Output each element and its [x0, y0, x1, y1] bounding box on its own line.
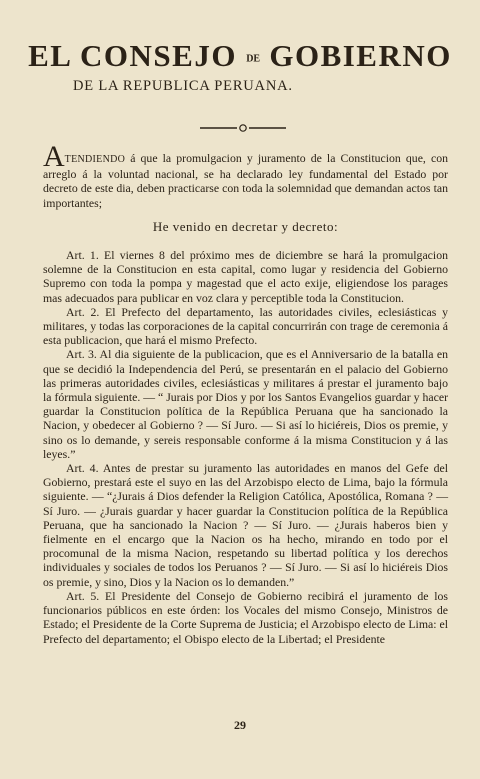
ornament-rule	[200, 121, 286, 135]
article-3: Art. 3. Al dia siguiente de la publicacion, que es el Anniversario de la batalla en que se decidió la Independencia del Perú, se presentarán en el palacio del Gobierno las primeras autoridades civiles, eclesiásticas y militares á prestar el juramento bajo la fórmula siguiente. — “ Jurais por Dios y por los Santos Evangelios guardar y hacer guardar la Constitucion política de la República Peruana que ha sancionado la Nacion, y obedecer al Gobierno ? — Sí Juro. — Si así lo hiciéreis, Dios os premie, y sino os lo demande, y sereis responsable conforme á la misma Constitucion y á las leyes.”	[43, 347, 448, 461]
page-number: 29	[234, 718, 246, 732]
decree-body	[43, 140, 448, 646]
title-part-2: DE	[246, 53, 261, 65]
page-title	[0, 38, 480, 74]
article-5: Art. 5. El Presidente del Consejo de Gobierno recibirá el juramento de los funcionarios públicos en este órden: los Vocales del mismo Consejo, Ministros de Estado; el Presidente de la Corte Suprema de Justicia; el Arzobispo electo de Lima: el Prefecto del departamento; el Obispo electo de la Libertad; el Presidente	[43, 588, 448, 646]
decree-line: He venido en decretar y decreto:	[152, 218, 339, 234]
preamble-paragraph	[43, 140, 448, 210]
drop-cap: A	[43, 140, 65, 173]
preamble-caps: TENDIENDO	[64, 154, 126, 165]
title-part-1: EL CONSEJO	[28, 38, 237, 73]
preamble-text: á que la promulgacion y juramento de la Constitucion que, con arreglo á la voluntad nacional, se ha declarado ley fundamental del Estado por decreto de este dia, deben practicarse con toda la solemnidad que demandan actos tan importantes;	[43, 151, 448, 210]
title-part-3: GOBIERNO	[269, 38, 452, 73]
article-2: Art. 2. El Prefecto del departamento, las autoridades civiles, eclesiásticas y militares, y todas las corporaciones de la capital concurrirán con trage de ceremonia á esta publicacion, que hará el mismo Prefecto.	[43, 304, 448, 348]
article-4: Art. 4. Antes de prestar su juramento las autoridades en manos del Gefe del Gobierno, prestará este el suyo en las del Arzobispo electo de Lima, bajo la fórmula siguiente. — “¿Jurais á Dios defender la Religion Católica, Apostólica, Romana ? — Sí Juro. — ¿Jurais guardar y hacer guardar la Constitucion política de la República Peruana, que ha sancionado la Nacion ? — Sí Juro. — ¿Jurais haberos bien y fielmente en el encargo que la Nacion os ha hecho, mirando en todo por el procomunal de la misma Nacion, respetando su libertad política y los derechos individuales y sociales de todos los Peruanos ? — Sí Juro. — Si así lo hiciéreis Dios os premie, y sino, Dios y la Nacion os lo demanden.”	[43, 461, 448, 589]
article-1: Art. 1. El viernes 8 del próximo mes de diciembre se hará la promulgacion solemne de la Constitucion en esta capital, como lugar y residencia del Gobierno Supremo con toda la pompa y magestad que el acto exije, eligiendose los parages mas adecuados para publicar en voz clara y perceptible toda la Constitucion.	[43, 248, 448, 305]
page-subtitle: DE LA REPUBLICA PERUANA.	[73, 78, 293, 94]
